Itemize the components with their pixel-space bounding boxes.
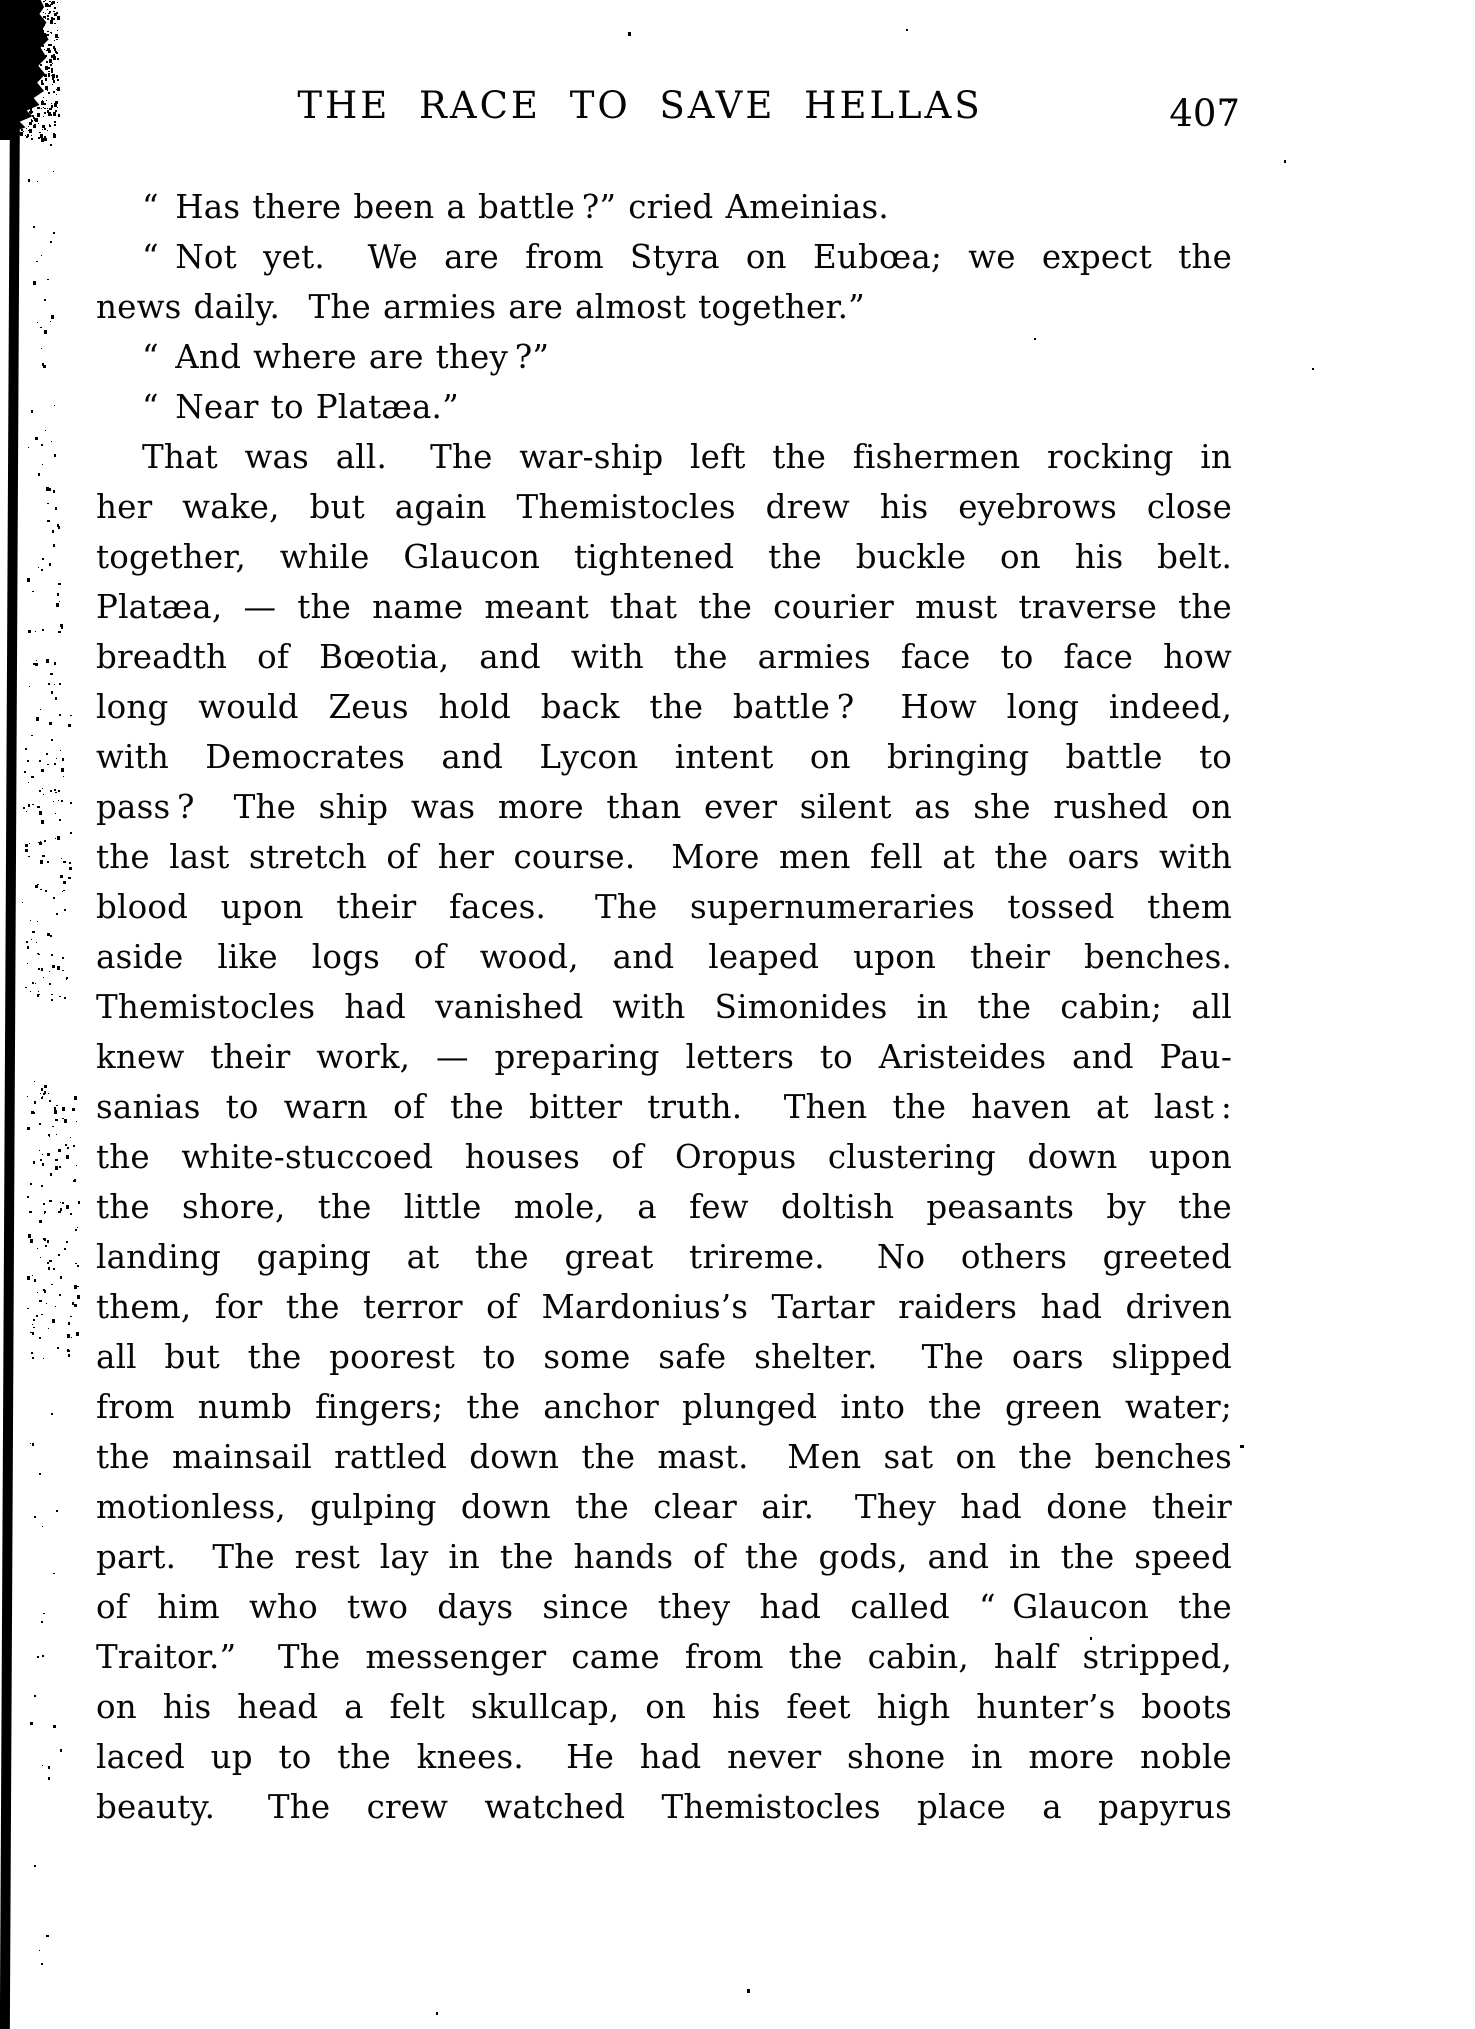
text-line: “ Not yet. We are from Styra on Eubœa; we expect the [142, 238, 1232, 276]
text-line: blood upon their faces. The supernumeraries tossed them [96, 888, 1232, 926]
text-line: breadth of Bœotia, and with the armies face to face how [96, 638, 1232, 676]
text-line: Themistocles had vanished with Simonides in the cabin; all [96, 988, 1232, 1026]
text-line: motionless, gulping down the clear air. They had done their [96, 1488, 1232, 1526]
text-line: all but the poorest to some safe shelter. The oars slipped [96, 1338, 1232, 1376]
text-line: knew their work, — preparing letters to Aristeides and Pau- [96, 1038, 1232, 1076]
text-line: the shore, the little mole, a few doltish peasants by the [96, 1188, 1232, 1226]
text-line: “ And where are they ?” [142, 338, 550, 376]
text-line: “ Near to Platæa.” [142, 388, 459, 426]
text-line: the last stretch of her course. More men fell at the oars with [96, 838, 1232, 876]
text-line: news daily. The armies are almost together.” [96, 288, 865, 326]
text-line: landing gaping at the great trireme. No others greeted [96, 1238, 1232, 1276]
text-line: with Democrates and Lycon intent on bringing battle to [96, 738, 1232, 776]
text-line: from numb fingers; the anchor plunged into the green water; [96, 1388, 1232, 1426]
text-line: long would Zeus hold back the battle ? How long indeed, [96, 688, 1232, 726]
text-line: the mainsail rattled down the mast. Men sat on the benches [96, 1438, 1232, 1476]
text-line: them, for the terror of Mardonius’s Tartar raiders had driven [96, 1288, 1232, 1326]
text-line: of him who two days since they had called “ Glaucon the [96, 1588, 1232, 1626]
text-line: Traitor.” The messenger came from the cabin, half stripped, [96, 1638, 1232, 1676]
text-line: That was all. The war-ship left the fishermen rocking in [142, 438, 1232, 476]
text-line: together, while Glaucon tightened the buckle on his belt. [96, 538, 1232, 576]
text-line: her wake, but again Themistocles drew his eyebrows close [96, 488, 1232, 526]
text-line: on his head a felt skullcap, on his feet high hunter’s boots [96, 1688, 1232, 1726]
text-line: pass ? The ship was more than ever silent as she rushed on [96, 788, 1232, 826]
text-line: sanias to warn of the bitter truth. Then the haven at last : [96, 1088, 1232, 1126]
page-number: 407 [1169, 92, 1240, 135]
scan-artifact-edge-bar [0, 92, 20, 2029]
text-line: Platæa, — the name meant that the courier must traverse the [96, 588, 1232, 626]
text-line: the white-stuccoed houses of Oropus clustering down upon [96, 1138, 1232, 1176]
body-text [96, 182, 1232, 1832]
text-line: aside like logs of wood, and leaped upon their benches. [96, 938, 1232, 976]
text-line: laced up to the knees. He had never shone in more noble [96, 1738, 1232, 1776]
text-line: part. The rest lay in the hands of the gods, and in the speed [96, 1538, 1232, 1576]
text-line: “ Has there been a battle ?” cried Ameinias. [142, 188, 889, 226]
text-line: beauty. The crew watched Themistocles place a papyrus [96, 1788, 1232, 1826]
running-header-title: THE RACE TO SAVE HELLAS [297, 84, 983, 127]
